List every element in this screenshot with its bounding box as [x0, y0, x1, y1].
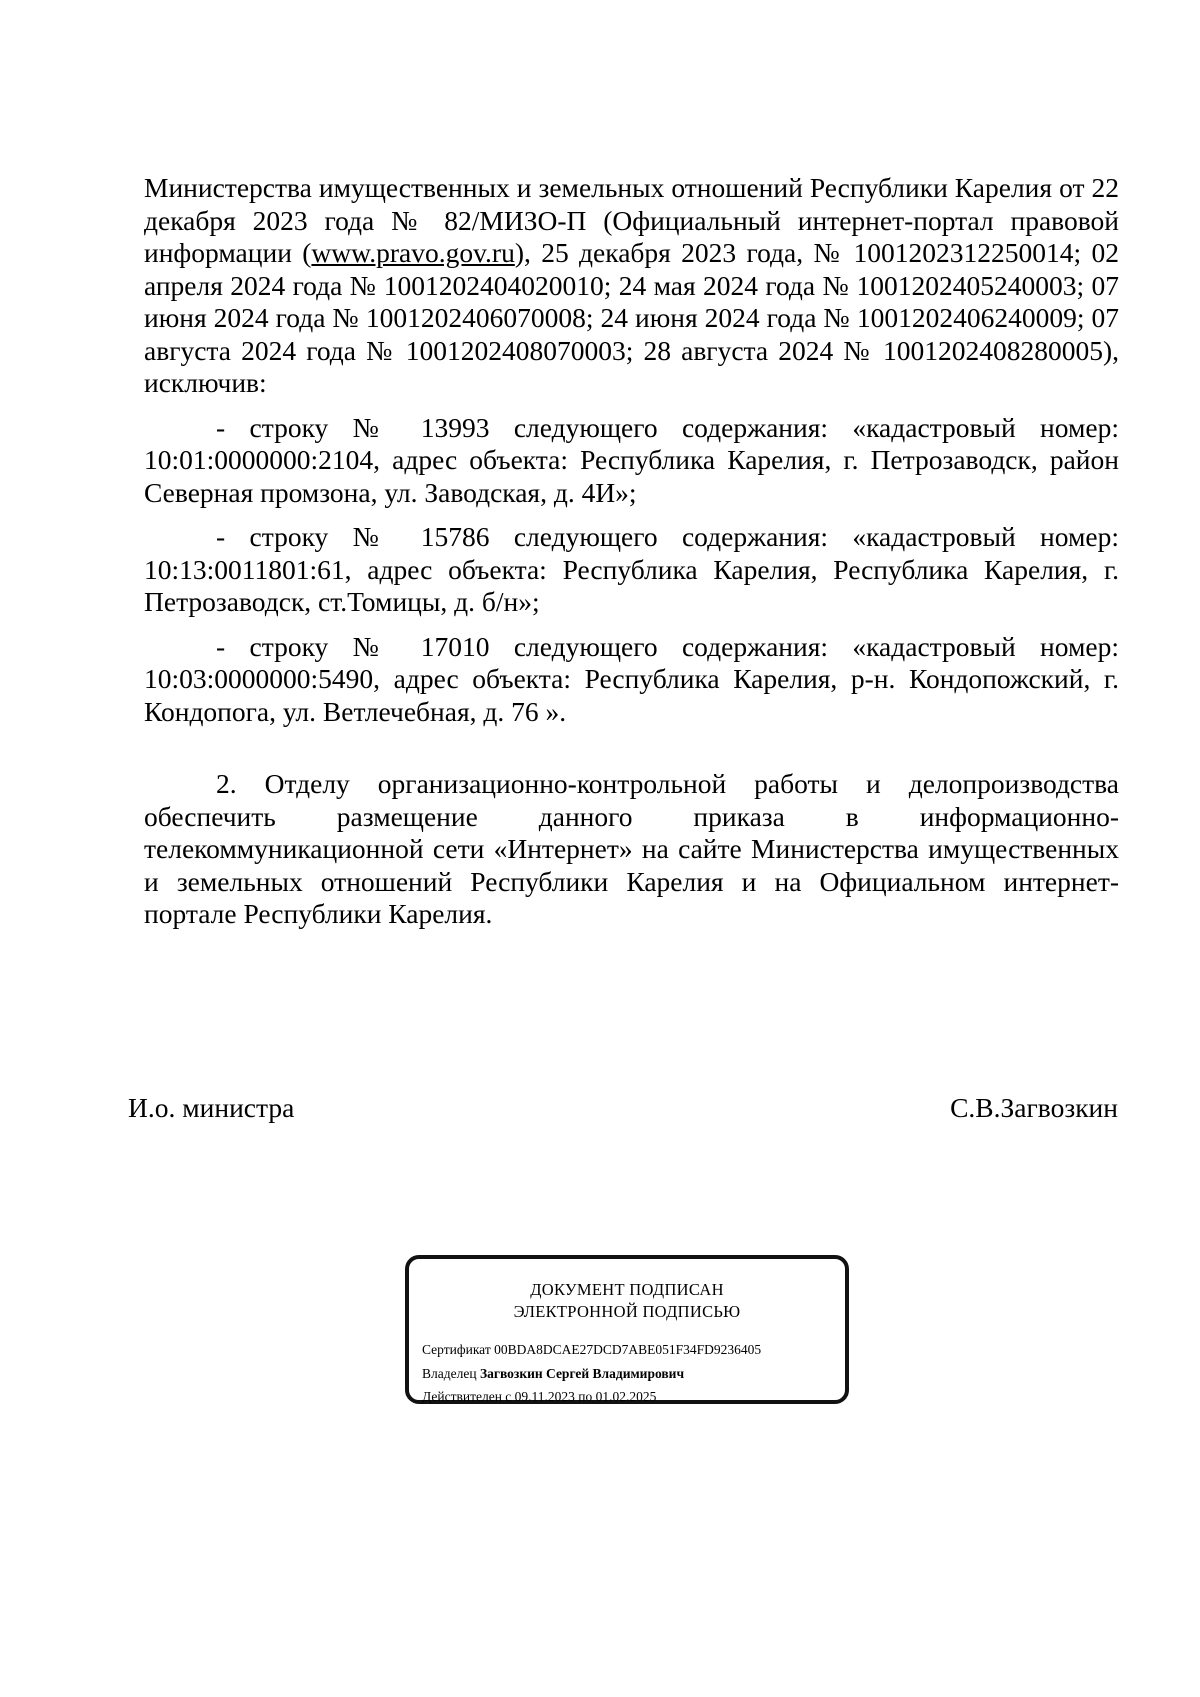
- stamp-valid-label: Действителен с: [422, 1389, 512, 1404]
- stamp-owner: [422, 1365, 684, 1383]
- stamp-valid-to-label: по: [578, 1389, 593, 1404]
- intro-text-start: Министерства имущественных и земельных отношений Республики Карелия от 22 декабря 2023 года № 82/МИЗО-П (Официальный интернет-портал правовой информации (: [144, 172, 1119, 268]
- signer-name: С.В.Загвозкин: [950, 1092, 1118, 1123]
- stamp-owner-label: Владелец: [422, 1366, 477, 1381]
- stamp-title-line-1: ДОКУМЕНТ ПОДПИСАН: [530, 1280, 724, 1299]
- stamp-title-line-2: ЭЛЕКТРОННОЙ ПОДПИСЬЮ: [513, 1302, 741, 1321]
- intro-text-end: ), 25 декабря 2023 года, № 1001202312250014; 02 апреля 2024 года № 1001202404020010; 24 мая 2024 года № 1001202405240003; 07 июня 2024 года № 1001202406070008; 24 июня 2024 года № 1001202406240009; 07 августа 2024 года № 1001202408070003; 28 августа 2024 № 1001202408280005), исключив:: [144, 237, 1119, 398]
- intro-paragraph: [144, 172, 1119, 400]
- signer-position: И.о. министра: [128, 1092, 295, 1123]
- document-body: [144, 172, 1119, 931]
- exclusion-item-15786: - строку № 15786 следующего содержания: «кадастровый номер: 10:13:0011801:61, адрес объекта: Республика Карелия, Республика Карелия, г. Петрозаводск, ст.Томицы, д. б/н»;: [144, 521, 1119, 617]
- stamp-cert-value: 00BDA8DCAE27DCD7ABE051F34FD9236405: [494, 1342, 762, 1357]
- stamp-title: [409, 1279, 845, 1323]
- exclusion-item-17010: - строку № 17010 следующего содержания: «кадастровый номер: 10:03:0000000:5490, адрес объекта: Республика Карелия, р-н. Кондопожский, г. Кондопога, ул. Ветлечебная, д. 76 ».: [144, 630, 1119, 727]
- clause-2-paragraph: 2. Отделу организационно-контрольной работы и делопроизводства обеспечить размещение данного приказа в информационно-телекоммуникационной сети «Интернет» на сайте Министерства имущественных и земельных отношений Республики Карелия и на Официальном интернет-портале Республики Карелия.: [144, 768, 1119, 929]
- stamp-owner-value: Загвозкин Сергей Владимирович: [479, 1366, 685, 1381]
- stamp-validity: [422, 1388, 656, 1406]
- stamp-certificate: [422, 1341, 761, 1359]
- electronic-signature-stamp: [405, 1255, 849, 1404]
- stamp-valid-to: 01.02.2025: [595, 1389, 657, 1404]
- pravo-gov-link[interactable]: www.pravo.gov.ru: [311, 237, 515, 268]
- stamp-valid-from: 09.11.2023: [514, 1389, 575, 1404]
- exclusion-item-13993: - строку № 13993 следующего содержания: «кадастровый номер: 10:01:0000000:2104, адрес объекта: Республика Карелия, г. Петрозаводск, район Северная промзона, ул. Заводская, д. 4И»;: [144, 411, 1119, 508]
- stamp-cert-label: Сертификат: [422, 1342, 491, 1357]
